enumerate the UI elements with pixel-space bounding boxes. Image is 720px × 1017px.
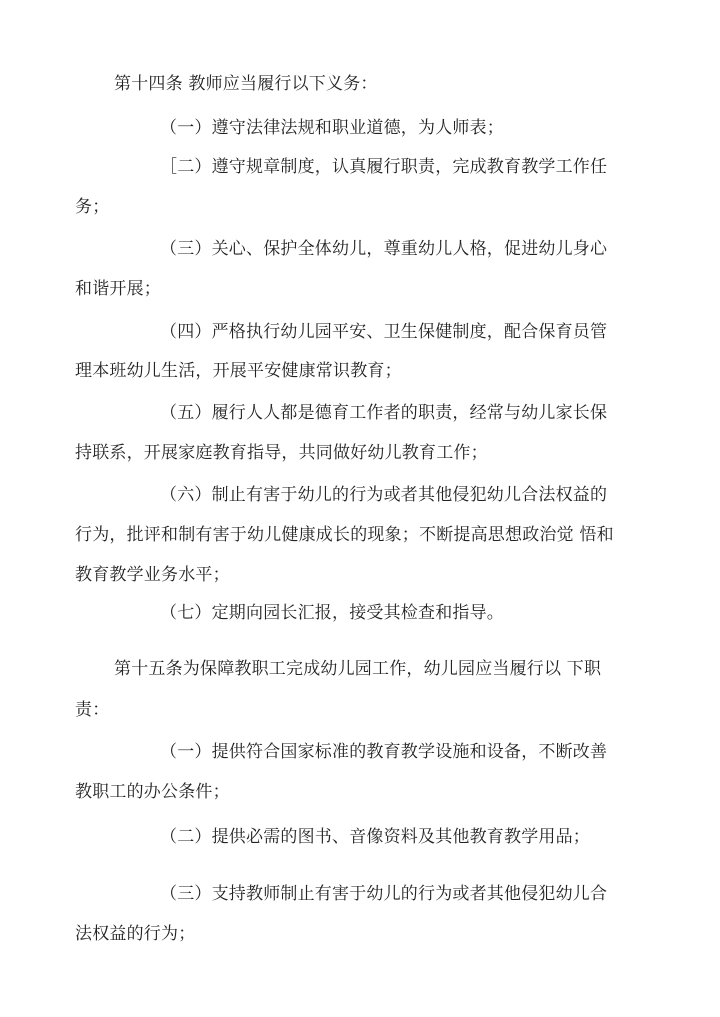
- article-14-item-1: （一）遵守法律法规和职业道德，为人师表；: [160, 118, 504, 138]
- article-15-item-1-line-2: 教职工的办公条件；: [75, 782, 230, 802]
- article-15-item-3-line-2: 法权益的行为；: [75, 924, 196, 944]
- article-14-item-6-line-3: 教育教学业务水平；: [75, 565, 230, 585]
- article-15-heading-line-1: 第十五条为保障教职工完成幼儿园工作，幼儿园应当履行以 下职: [114, 659, 602, 679]
- article-15-item-1-line-1: （一）提供符合国家标准的教育教学设施和设备，不断改善: [160, 742, 608, 762]
- article-14-heading: 第十四条 教师应当履行以下义务：: [114, 74, 378, 94]
- article-15-item-3-line-1: （三）支持教师制止有害于幼儿的行为或者其他侵犯幼儿合: [160, 884, 608, 904]
- article-14-item-6-line-1: （六）制止有害于幼儿的行为或者其他侵犯幼儿合法权益的: [160, 485, 608, 505]
- article-14-item-4-line-1: （四）严格执行幼儿园平安、卫生保健制度，配合保育员管: [160, 322, 608, 342]
- article-14-item-7: （七）定期向园长汇报，接受其检查和指导。: [160, 603, 504, 623]
- article-14-item-6-line-2: 行为，批评和制有害于幼儿健康成长的现象；不断提高思想政治觉 悟和: [75, 525, 614, 545]
- article-15-item-2: （二）提供必需的图书、音像资料及其他教育教学用品；: [160, 827, 590, 847]
- article-14-item-3-line-2: 和谐开展；: [75, 279, 161, 299]
- article-14-item-2-line-2: 务；: [75, 197, 110, 217]
- article-14-item-2-line-1: ［二）遵守规章制度，认真履行职责，完成教育教学工作任: [160, 157, 608, 177]
- article-15-heading-line-2: 责：: [75, 700, 110, 720]
- article-14-item-5-line-2: 持联系，开展家庭教育指导，共同做好幼儿教育工作；: [75, 443, 488, 463]
- article-14-item-4-line-2: 理本班幼儿生活，开展平安健康常识教育；: [75, 361, 402, 381]
- article-14-item-3-line-1: （三）关心、保护全体幼儿，尊重幼儿人格，促进幼儿身心: [160, 239, 608, 259]
- article-14-item-5-line-1: （五）履行人人都是德育工作者的职责，经常与幼儿家长保: [160, 403, 608, 423]
